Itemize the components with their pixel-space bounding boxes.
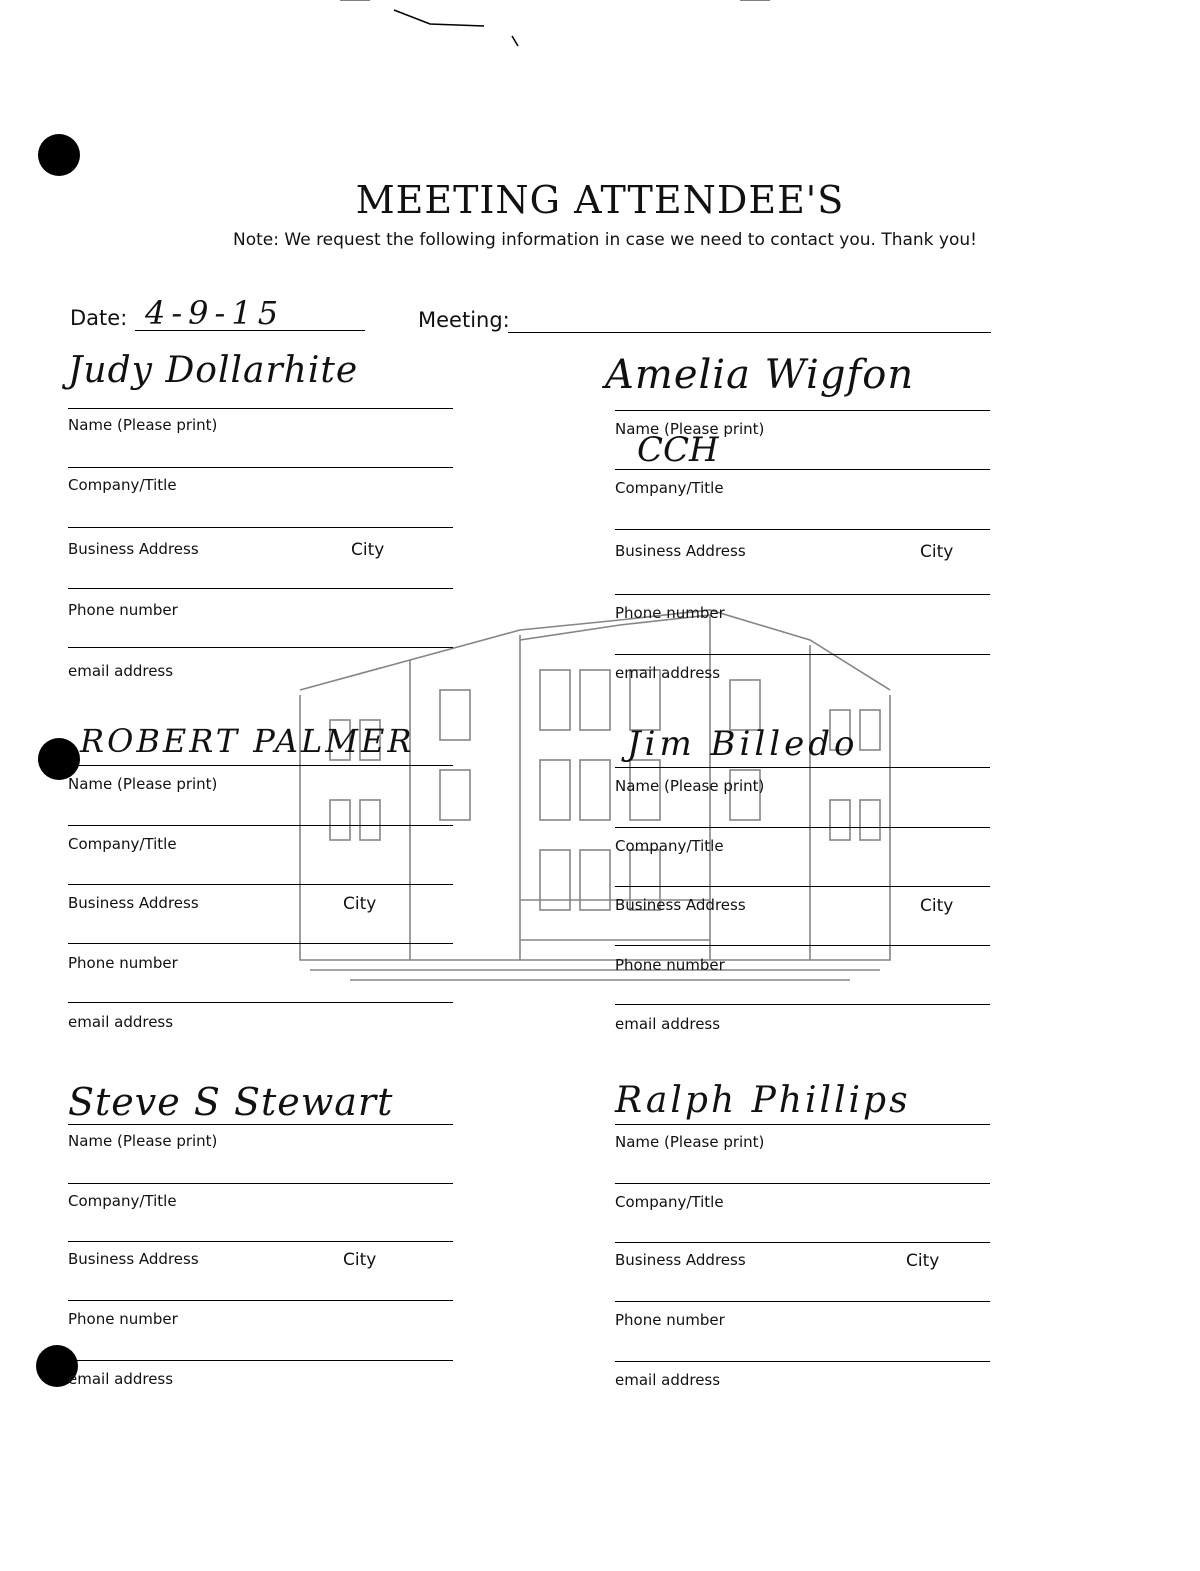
name-label: Name (Please print) [615, 420, 765, 438]
email-label: email address [615, 1015, 721, 1033]
phone-label: Phone number [68, 601, 178, 619]
email-label: email address [68, 662, 174, 680]
email-line [68, 1360, 453, 1361]
attendee-block-4 [615, 724, 990, 1064]
name-line [68, 408, 453, 409]
address-label: Business Address [68, 894, 199, 912]
phone-line [615, 945, 990, 946]
name-line [615, 767, 990, 768]
phone-label: Phone number [615, 956, 725, 974]
attendee-block-1 [68, 350, 453, 690]
city-label: City [920, 542, 954, 562]
company-line [68, 467, 453, 468]
page-title: MEETING ATTENDEE'S [355, 178, 845, 222]
company-line [68, 1183, 453, 1184]
company-line [615, 1183, 990, 1184]
name-line [615, 410, 990, 411]
email-label: email address [615, 1371, 721, 1389]
attendee-name-value[interactable]: Jim Billedo [627, 724, 859, 764]
attendee-block-3 [68, 722, 453, 1062]
phone-line [68, 1300, 453, 1301]
email-label: email address [615, 664, 721, 682]
email-line [68, 1002, 453, 1003]
city-label: City [906, 1251, 940, 1271]
name-label: Name (Please print) [68, 775, 218, 793]
company-label: Company/Title [615, 837, 724, 855]
phone-line [68, 943, 453, 944]
address-line [615, 1242, 990, 1243]
name-label: Name (Please print) [615, 1133, 765, 1151]
address-label: Business Address [615, 542, 746, 560]
company-label: Company/Title [68, 476, 177, 494]
meeting-label: Meeting: [418, 308, 510, 332]
address-line [68, 884, 453, 885]
attendee-name-value[interactable]: Ralph Phillips [615, 1080, 911, 1121]
meeting-field-line [508, 332, 991, 333]
city-label: City [351, 540, 385, 560]
attendee-company-value[interactable]: CCH [637, 430, 719, 470]
punch-hole-top [38, 134, 80, 176]
email-line [615, 1004, 990, 1005]
attendee-block-2 [605, 352, 990, 692]
address-label: Business Address [68, 1250, 199, 1268]
company-line [615, 469, 990, 470]
address-line [68, 527, 453, 528]
phone-label: Phone number [68, 954, 178, 972]
company-line [615, 827, 990, 828]
phone-line [615, 594, 990, 595]
name-line [615, 1124, 990, 1125]
phone-line [615, 1301, 990, 1302]
city-label: City [920, 896, 954, 916]
address-label: Business Address [615, 896, 746, 914]
name-label: Name (Please print) [615, 777, 765, 795]
attendee-block-6 [615, 1080, 990, 1420]
attendee-block-5 [68, 1080, 453, 1420]
city-label: City [343, 1250, 377, 1270]
attendee-name-value[interactable]: Steve S Stewart [68, 1080, 394, 1124]
date-value[interactable]: 4-9-15 [145, 294, 285, 332]
address-label: Business Address [615, 1251, 746, 1269]
date-label: Date: [70, 306, 128, 330]
address-line [615, 886, 990, 887]
city-label: City [343, 894, 377, 914]
email-label: email address [68, 1370, 174, 1388]
email-line [68, 647, 453, 648]
email-label: email address [68, 1013, 174, 1031]
email-line [615, 654, 990, 655]
company-label: Company/Title [68, 835, 177, 853]
phone-line [68, 588, 453, 589]
phone-label: Phone number [68, 1310, 178, 1328]
company-label: Company/Title [68, 1192, 177, 1210]
page-note: Note: We request the following information in case we need to contact you. Thank you! [233, 230, 977, 250]
name-line [68, 1124, 453, 1125]
address-line [68, 1241, 453, 1242]
phone-label: Phone number [615, 604, 725, 622]
email-line [615, 1361, 990, 1362]
scan-marks [0, 0, 1200, 120]
name-label: Name (Please print) [68, 1132, 218, 1150]
company-label: Company/Title [615, 479, 724, 497]
company-label: Company/Title [615, 1193, 724, 1211]
address-line [615, 529, 990, 530]
address-label: Business Address [68, 540, 199, 558]
phone-label: Phone number [615, 1311, 725, 1329]
attendee-name-value[interactable]: Amelia Wigfon [605, 352, 915, 398]
attendee-name-value[interactable]: ROBERT PALMER [80, 722, 415, 760]
attendee-name-value[interactable]: Judy Dollarhite [68, 350, 359, 391]
company-line [68, 825, 453, 826]
name-label: Name (Please print) [68, 416, 218, 434]
name-line [68, 765, 453, 766]
